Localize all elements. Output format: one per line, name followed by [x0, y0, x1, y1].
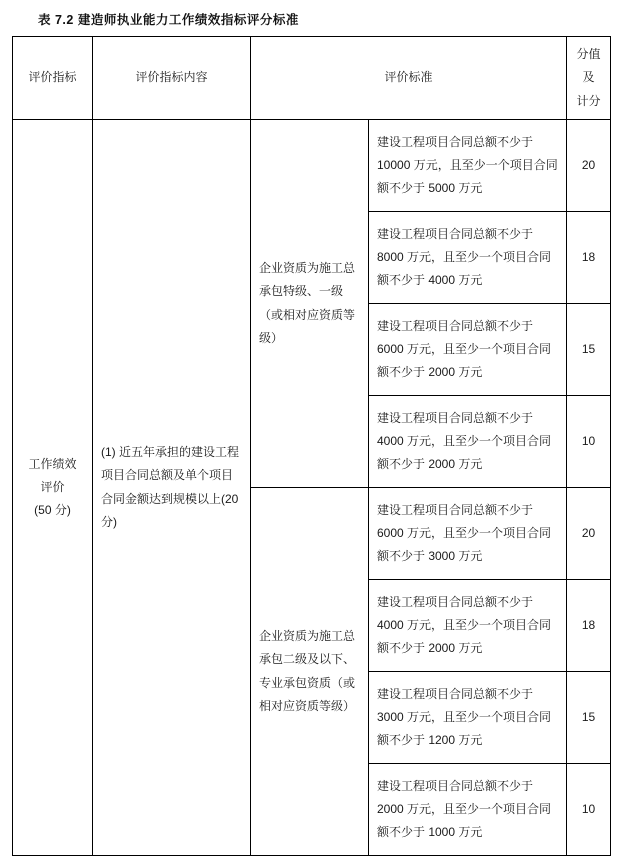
column-header-score-line2: 计分: [576, 93, 601, 108]
cell-indicator: [13, 120, 93, 856]
table-caption: 表 7.2 建造师执业能力工作绩效指标评分标准: [38, 13, 299, 27]
indicator-line1: 工作绩效: [28, 456, 77, 471]
indicator-line2: 评价: [40, 479, 65, 494]
column-header-score: [567, 37, 611, 120]
column-header-indicator: 评价指标: [13, 37, 93, 120]
cell-criteria: 建设工程项目合同总额不少于 4000 万元，且至少一个项目合同额不少于 2000 万元: [369, 396, 567, 488]
column-header-score-line1: 分值及: [576, 47, 601, 85]
cell-score: 15: [567, 672, 611, 764]
column-header-indicator-content: 评价指标内容: [93, 37, 251, 120]
cell-criteria: 建设工程项目合同总额不少于 2000 万元，且至少一个项目合同额不少于 1000 万元: [369, 764, 567, 856]
cell-criteria: 建设工程项目合同总额不少于 8000 万元，且至少一个项目合同额不少于 4000 万元: [369, 212, 567, 304]
cell-criteria: 建设工程项目合同总额不少于 6000 万元，且至少一个项目合同额不少于 3000 万元: [369, 488, 567, 580]
table-header-row: [13, 37, 611, 120]
cell-criteria: 建设工程项目合同总额不少于 4000 万元，且至少一个项目合同额不少于 2000 万元: [369, 580, 567, 672]
cell-qualification-group-1: 企业资质为施工总承包特级、一级（或相对应资质等级）: [251, 120, 369, 488]
cell-score: 10: [567, 396, 611, 488]
table-body: [13, 120, 611, 856]
cell-score: 10: [567, 764, 611, 856]
table-header: [13, 37, 611, 120]
table-row: [13, 120, 611, 212]
cell-score: 18: [567, 580, 611, 672]
column-header-criteria: 评价标准: [251, 37, 567, 120]
cell-indicator-content: (1) 近五年承担的建设工程项目合同总额及单个项目合同金额达到规模以上(20 分): [93, 120, 251, 856]
performance-score-table: [12, 36, 611, 856]
cell-qualification-group-2: 企业资质为施工总承包二级及以下、专业承包资质（或相对应资质等级）: [251, 488, 369, 856]
indicator-line3: (50 分): [34, 503, 71, 518]
cell-score: 15: [567, 304, 611, 396]
cell-criteria: 建设工程项目合同总额不少于 10000 万元，且至少一个项目合同额不少于 5000 万元: [369, 120, 567, 212]
cell-score: 20: [567, 488, 611, 580]
cell-score: 20: [567, 120, 611, 212]
cell-criteria: 建设工程项目合同总额不少于 3000 万元，且至少一个项目合同额不少于 1200 万元: [369, 672, 567, 764]
cell-criteria: 建设工程项目合同总额不少于 6000 万元，且至少一个项目合同额不少于 2000 万元: [369, 304, 567, 396]
cell-score: 18: [567, 212, 611, 304]
